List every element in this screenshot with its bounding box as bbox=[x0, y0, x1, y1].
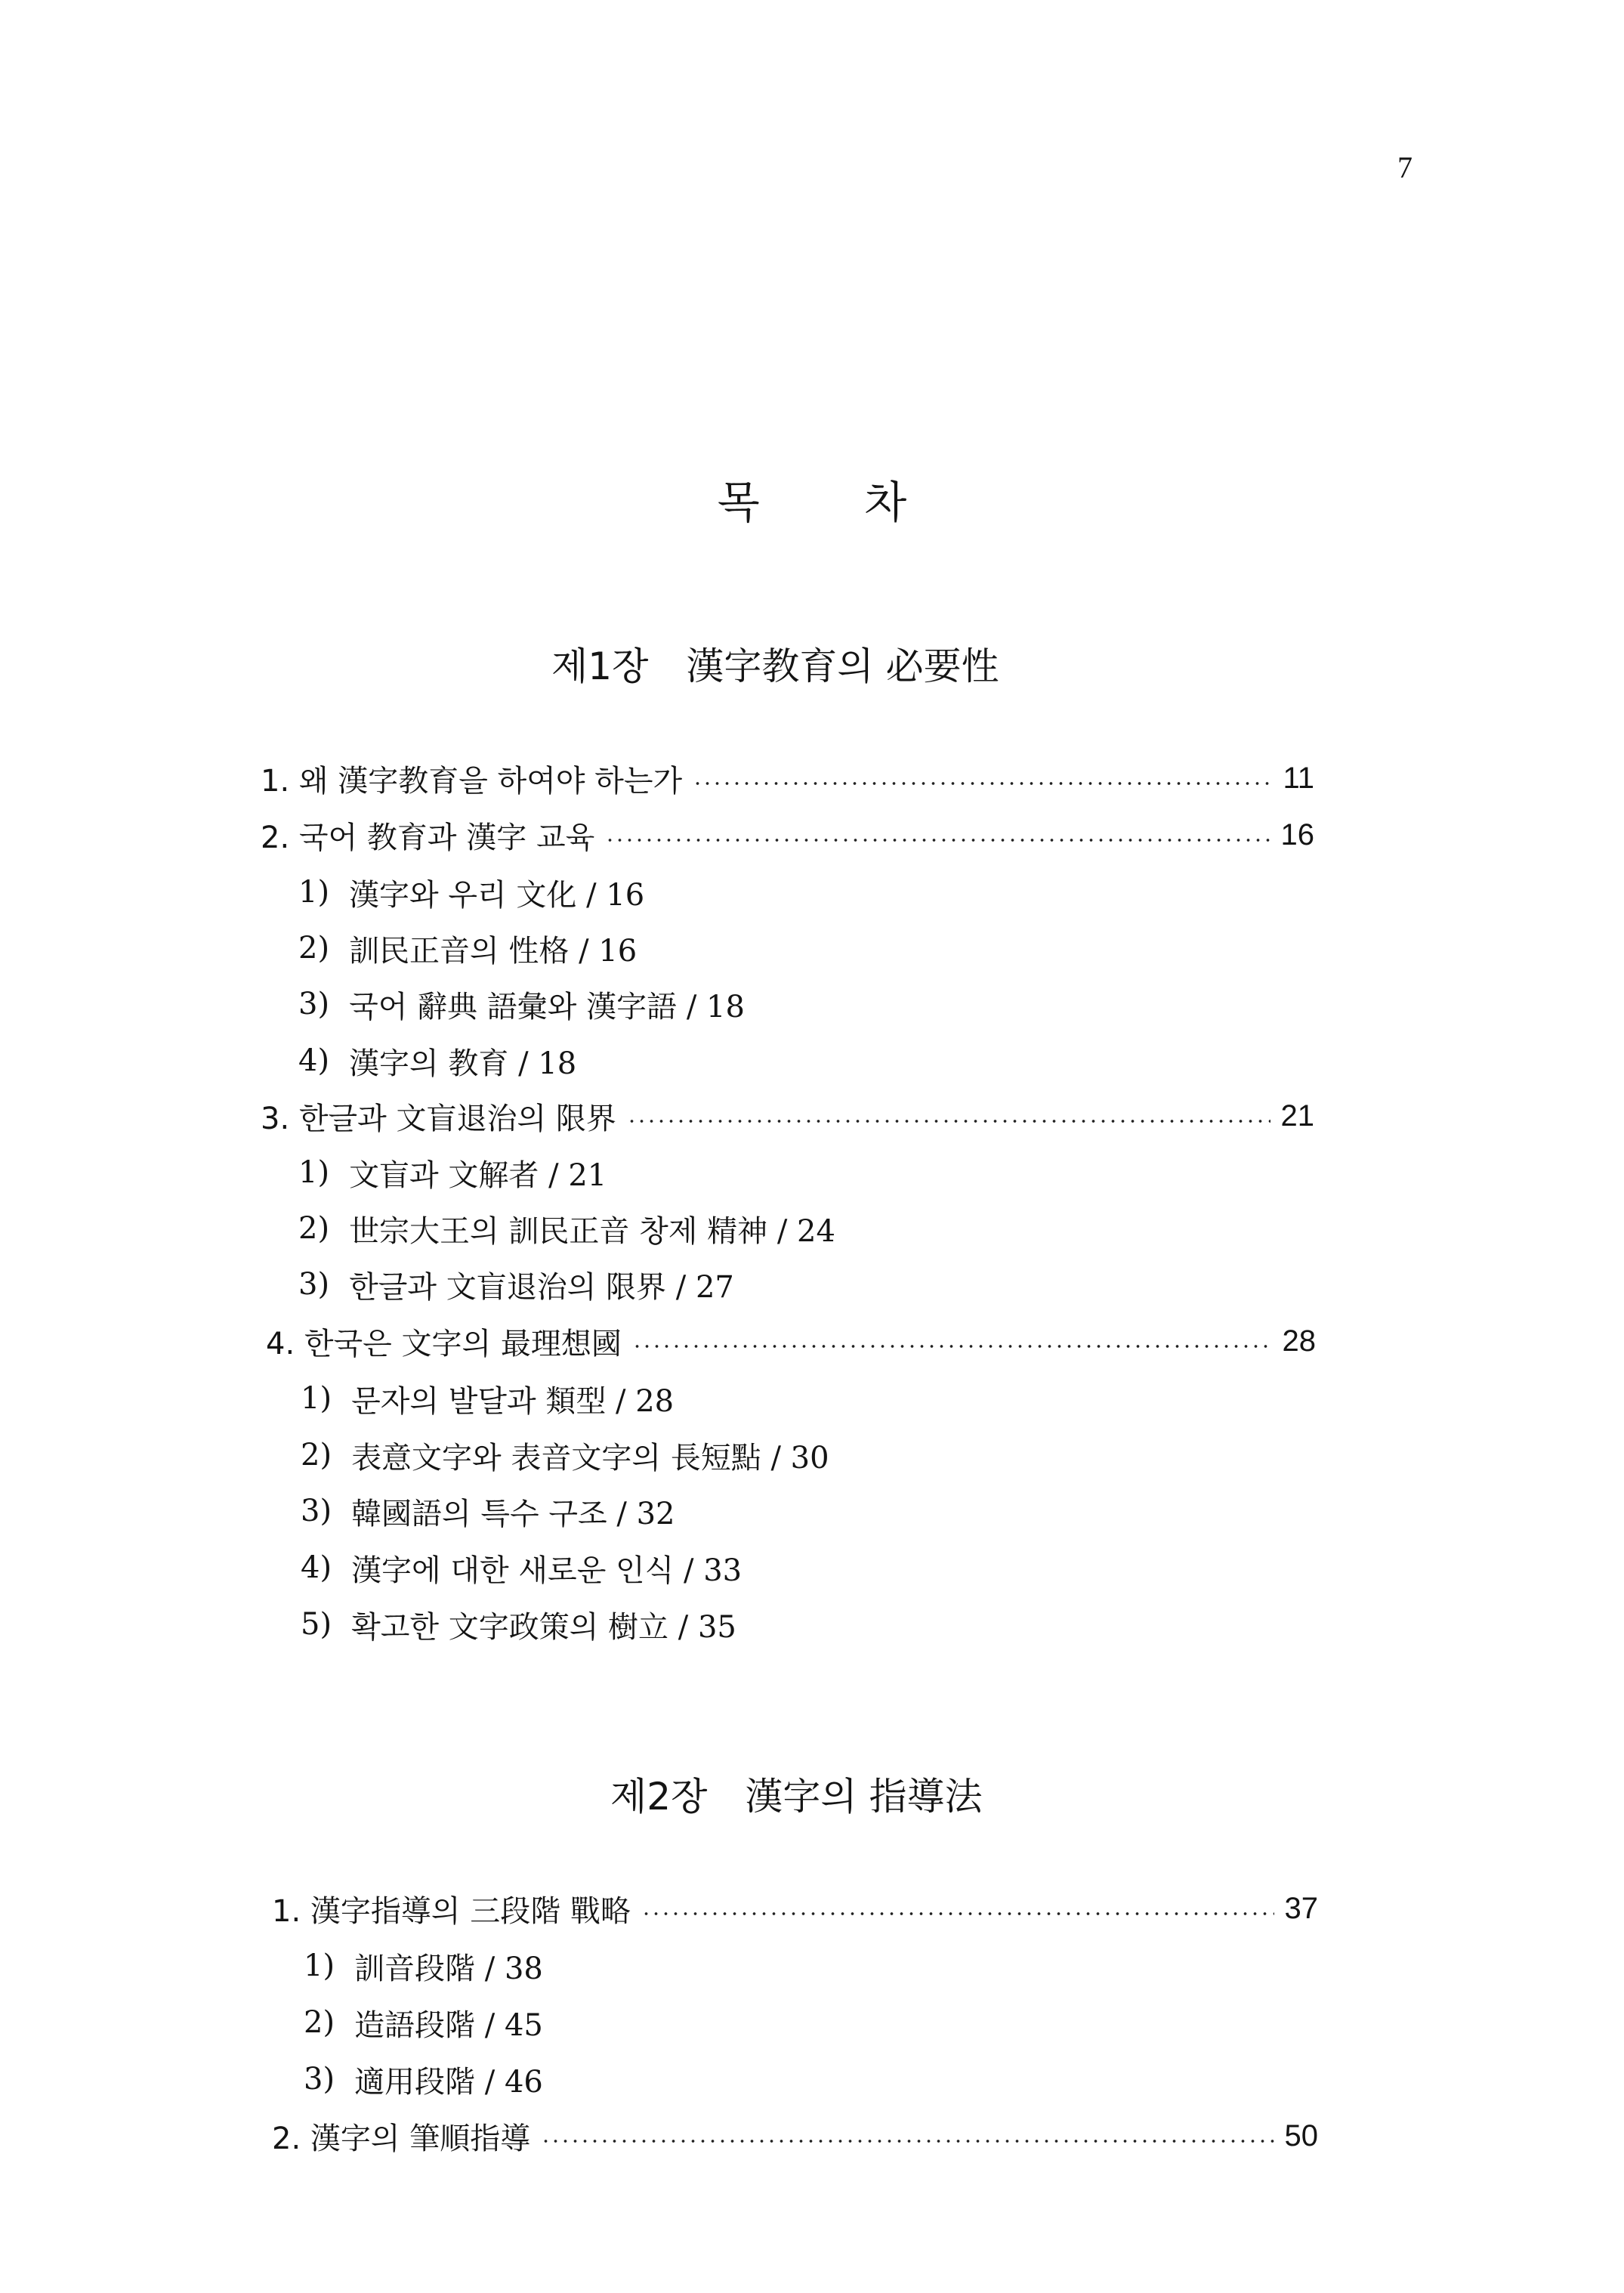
toc-entry-label: 1. 왜 漢字教育을 하여야 하는가 bbox=[261, 763, 683, 799]
toc-subentry[interactable] bbox=[301, 1602, 736, 1647]
page-number: 7 bbox=[1397, 150, 1413, 184]
toc-subentry[interactable] bbox=[304, 1943, 543, 1989]
subentry-text: 訓音段階 / 38 bbox=[354, 1951, 543, 1986]
subentry-text: 漢字와 우리 文化 / 16 bbox=[349, 877, 645, 913]
subentry-number: 1) bbox=[298, 1155, 330, 1190]
toc-entry-page: 11 bbox=[1283, 761, 1314, 795]
chapter-1-heading bbox=[551, 636, 999, 691]
toc-subentry[interactable] bbox=[298, 1038, 576, 1083]
subentry-text: 韓國語의 특수 구조 / 32 bbox=[351, 1496, 675, 1531]
subentry-number: 5) bbox=[301, 1607, 332, 1642]
toc-subentry[interactable] bbox=[298, 870, 644, 915]
dot-leader bbox=[641, 1911, 1274, 1917]
subentry-number: 3) bbox=[301, 1494, 332, 1528]
subentry-text: 문자의 발달과 類型 / 28 bbox=[351, 1383, 675, 1419]
dot-leader bbox=[632, 1343, 1272, 1349]
toc-entry-page: 28 bbox=[1282, 1324, 1316, 1358]
dot-leader bbox=[605, 837, 1270, 843]
toc-entry-label: 2. 국어 教育과 漢字 교육 bbox=[261, 820, 595, 855]
subentry-number: 3) bbox=[298, 1267, 330, 1302]
toc-subentry[interactable] bbox=[298, 926, 637, 971]
subentry-number: 3) bbox=[298, 987, 330, 1021]
subentry-number: 4) bbox=[298, 1043, 330, 1078]
toc-entry-2-1[interactable] bbox=[272, 1886, 1318, 1931]
subentry-text: 造語段階 / 45 bbox=[354, 2007, 543, 2043]
subentry-text: 表意文字와 表音文字의 長短點 / 30 bbox=[351, 1440, 829, 1476]
toc-subentry[interactable] bbox=[301, 1545, 742, 1590]
dot-leader bbox=[541, 2138, 1274, 2144]
toc-entry-1-1[interactable] bbox=[261, 756, 1314, 801]
toc-entry-page: 37 bbox=[1284, 1891, 1318, 1925]
subentry-number: 2) bbox=[304, 2005, 335, 2040]
toc-subentry[interactable] bbox=[301, 1488, 675, 1534]
toc-subentry[interactable] bbox=[298, 1262, 734, 1307]
chapter-2-number: 제2장 bbox=[610, 1775, 708, 1819]
chapter-1-number: 제1장 bbox=[551, 644, 649, 688]
subentry-number: 1) bbox=[301, 1381, 332, 1416]
toc-entry-1-3[interactable] bbox=[261, 1093, 1314, 1139]
subentry-number: 4) bbox=[301, 1550, 332, 1585]
dot-leader bbox=[693, 780, 1272, 786]
toc-subentry[interactable] bbox=[298, 1206, 835, 1251]
subentry-number: 3) bbox=[304, 2062, 335, 2097]
toc-subentry[interactable] bbox=[301, 1432, 829, 1478]
toc-entry-page: 50 bbox=[1284, 2118, 1318, 2152]
toc-entry-label: 2. 漢字의 筆順指導 bbox=[272, 2121, 531, 2156]
subentry-text: 漢字에 대한 새로운 인식 / 33 bbox=[351, 1553, 743, 1588]
chapter-2-title: 漢字의 指導法 bbox=[745, 1775, 983, 1819]
toc-title: 목 차 bbox=[717, 477, 952, 528]
toc-subentry[interactable] bbox=[301, 1376, 674, 1421]
toc-entry-page: 16 bbox=[1280, 817, 1314, 851]
toc-entry-label: 1. 漢字指導의 三段階 戰略 bbox=[272, 1893, 631, 1929]
subentry-number: 2) bbox=[298, 931, 330, 966]
subentry-text: 국어 辭典 語彙와 漢字語 / 18 bbox=[349, 989, 745, 1024]
chapter-2-heading bbox=[610, 1766, 983, 1821]
toc-entry-1-4[interactable] bbox=[266, 1318, 1316, 1364]
subentry-text: 한글과 文盲退治의 限界 / 27 bbox=[349, 1269, 734, 1305]
toc-entry-2-2[interactable] bbox=[272, 2113, 1318, 2159]
subentry-text: 漢字의 教育 / 18 bbox=[349, 1046, 577, 1081]
toc-entry-page: 21 bbox=[1280, 1099, 1314, 1133]
subentry-number: 2) bbox=[298, 1211, 330, 1246]
subentry-number: 1) bbox=[304, 1948, 335, 1983]
dot-leader bbox=[627, 1118, 1270, 1124]
toc-subentry[interactable] bbox=[298, 981, 745, 1027]
chapter-1-title: 漢字教育의 必要性 bbox=[686, 644, 999, 688]
subentry-text: 訓民正音의 性格 / 16 bbox=[349, 933, 638, 969]
subentry-number: 2) bbox=[301, 1438, 332, 1473]
subentry-text: 文盲과 文解者 / 21 bbox=[349, 1157, 607, 1193]
subentry-text: 확고한 文字政策의 樹立 / 35 bbox=[351, 1609, 736, 1645]
toc-entry-label: 3. 한글과 文盲退治의 限界 bbox=[261, 1101, 616, 1136]
toc-entry-1-2[interactable] bbox=[261, 812, 1314, 858]
toc-subentry[interactable] bbox=[304, 2057, 543, 2102]
subentry-text: 適用段階 / 46 bbox=[354, 2064, 543, 2100]
toc-subentry[interactable] bbox=[298, 1150, 607, 1195]
subentry-text: 世宗大王의 訓民正音 창제 精神 / 24 bbox=[349, 1213, 835, 1249]
subentry-number: 1) bbox=[298, 875, 330, 910]
toc-subentry[interactable] bbox=[304, 2000, 543, 2045]
toc-entry-label: 4. 한국은 文字의 最理想國 bbox=[266, 1326, 622, 1361]
